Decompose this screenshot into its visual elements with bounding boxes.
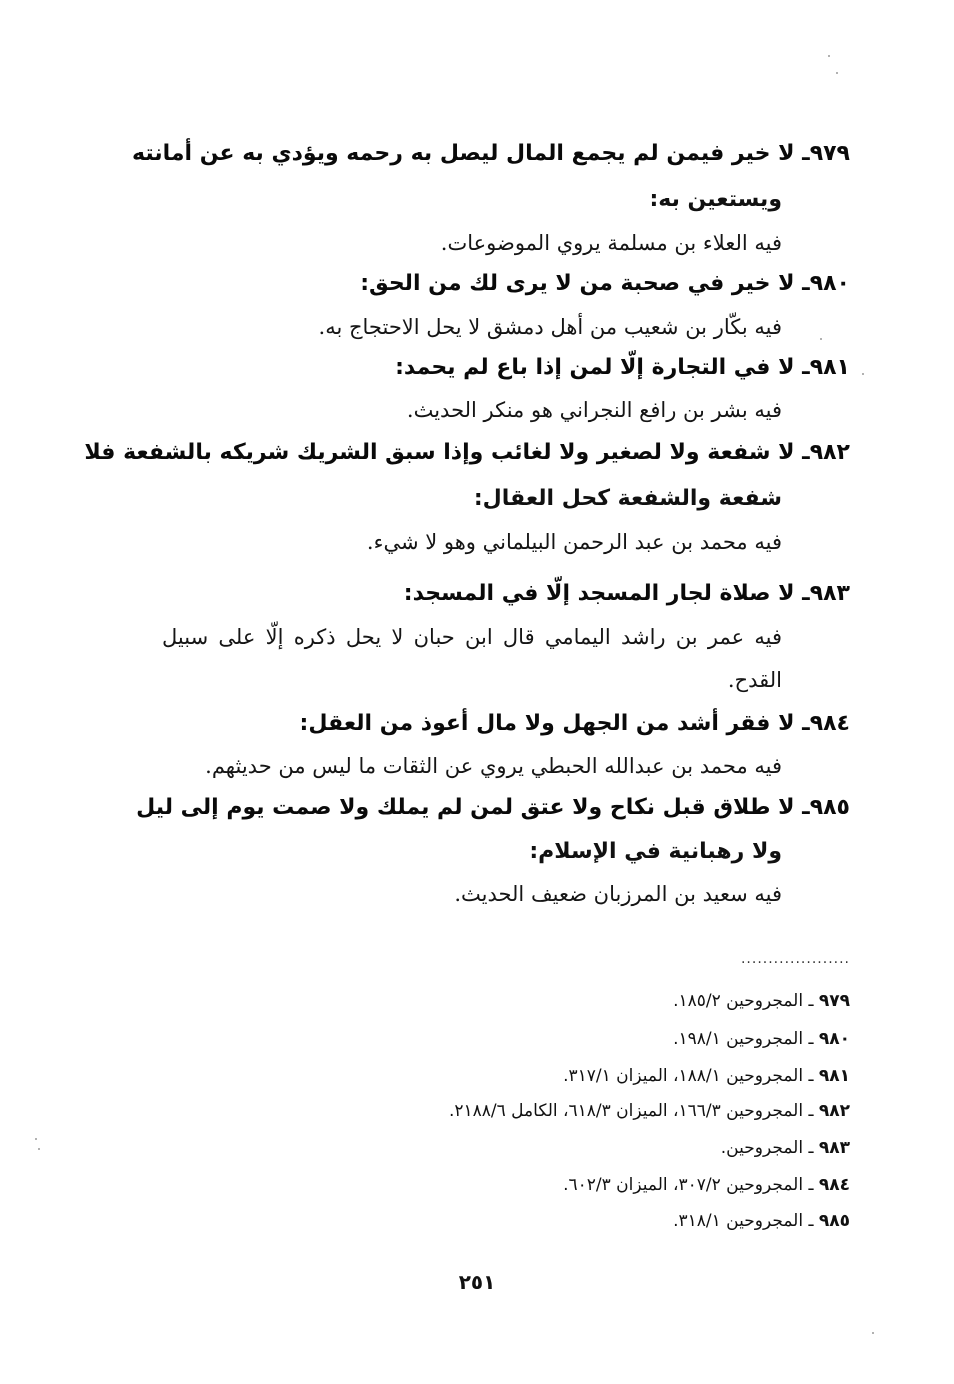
hadith-981-line1 [395, 357, 850, 379]
entry-dash: ـ [802, 355, 810, 380]
hadith-979-line2: ويستعين به: [649, 187, 782, 212]
entry-number: ٩٨١ [809, 355, 850, 380]
entry-number: ٩٨٢ [809, 440, 850, 465]
entry-dash: ـ [802, 711, 810, 736]
reference-982 [449, 1103, 850, 1120]
hadith-982-line1 [84, 440, 850, 465]
reference-text: المجروحين ٣١٨/١. [673, 1211, 804, 1231]
reference-number: ٩٨١ [818, 1066, 850, 1086]
hadith-text: لا شفعة ولا لصغير ولا لغائب وإذا سبق الشريك شريكه بالشفعة فلا [84, 440, 795, 465]
note-980: فيه بكّار بن شعيب من أهل دمشق لا يحل الاحتجاج به. [318, 315, 782, 339]
hadith-text: لا خير في صحبة من لا يرى لك من الحق: [360, 271, 795, 296]
reference-981 [563, 1068, 850, 1085]
reference-dash: ـ [808, 1066, 814, 1086]
reference-text: المجروحين ١٩٨/١. [673, 1029, 804, 1049]
page-number: ٢٥١ [458, 1270, 496, 1294]
hadith-983-line1 [404, 583, 850, 605]
reference-984 [563, 1177, 850, 1194]
scan-speck [872, 1332, 874, 1334]
entry-number: ٩٨٤ [809, 711, 850, 736]
reference-text: المجروحين. [720, 1138, 804, 1158]
hadith-985-line1 [136, 795, 850, 820]
reference-979 [673, 993, 850, 1010]
reference-number: ٩٨٥ [818, 1211, 850, 1231]
scan-speck [38, 1148, 40, 1150]
footnote-separator: .................... [740, 951, 850, 967]
reference-number: ٩٨٠ [818, 1029, 850, 1049]
entry-number: ٩٨٠ [809, 271, 850, 296]
entry-number: ٩٨٥ [809, 795, 850, 820]
reference-980 [673, 1031, 850, 1048]
note-983-line1: فيه عمر بن راشد اليمامي قال ابن حبان لا يحل ذكره إلّا على سبيل [162, 625, 782, 649]
hadith-980-line1 [360, 273, 850, 295]
hadith-text: لا خير فيمن لم يجمع المال ليصل به رحمه ويؤدي به عن أمانته [132, 141, 795, 166]
reference-number: ٩٨٣ [818, 1138, 850, 1158]
hadith-979-line1 [132, 141, 850, 166]
note-981: فيه بشر بن رافع النجراني هو منكر الحديث. [406, 398, 782, 422]
note-985: فيه سعيد بن المرزبان ضعيف الحديث. [454, 882, 782, 906]
reference-dash: ـ [808, 991, 814, 1011]
reference-dash: ـ [808, 1138, 814, 1158]
reference-983 [721, 1140, 850, 1157]
reference-text: المجروحين ١٦٦/٣، الميزان ٦١٨/٣، الكامل ٢١٨٨/٦. [448, 1101, 804, 1121]
hadith-text: لا طلاق قبل نكاح ولا عتق لمن لم يملك ولا صمت يوم إلى ليل [136, 795, 795, 820]
entry-dash: ـ [802, 271, 810, 296]
scan-speck [836, 72, 838, 74]
reference-dash: ـ [808, 1101, 814, 1121]
reference-text: المجروحين ١٨٥/٢. [673, 991, 804, 1011]
reference-number: ٩٨٤ [818, 1175, 850, 1195]
scan-speck [820, 338, 822, 340]
hadith-text: لا فقر أشد من الجهل ولا مال أعوذ من العقل: [299, 711, 795, 736]
entry-dash: ـ [802, 795, 810, 820]
scan-speck [862, 373, 864, 375]
entry-dash: ـ [802, 440, 810, 465]
reference-dash: ـ [808, 1211, 814, 1231]
entry-dash: ـ [802, 141, 810, 166]
reference-text: المجروحين ٣٠٧/٢، الميزان ٦٠٢/٣. [563, 1175, 804, 1195]
hadith-text: لا صلاة لجار المسجد إلّا في المسجد: [403, 581, 795, 606]
scan-speck [828, 55, 830, 57]
note-983-line2: القدح. [727, 668, 782, 692]
note-979: فيه العلاء بن مسلمة يروي الموضوعات. [440, 231, 782, 255]
reference-text: المجروحين ١٨٨/١، الميزان ٣١٧/١. [563, 1066, 804, 1086]
reference-dash: ـ [808, 1029, 814, 1049]
note-982: فيه محمد بن عبد الرحمن البيلماني وهو لا شيء. [366, 530, 782, 554]
note-984: فيه محمد بن عبدالله الحبطي يروي عن الثقات ما ليس من حديثهم. [205, 754, 782, 778]
reference-number: ٩٨٢ [818, 1101, 850, 1121]
entry-number: ٩٨٣ [809, 581, 850, 606]
hadith-text: لا في التجارة إلّا لمن إذا باع لم يحمد: [395, 355, 795, 380]
scan-speck [35, 1138, 37, 1140]
reference-985 [673, 1213, 850, 1230]
hadith-984-line1 [300, 713, 850, 735]
hadith-985-line2: ولا رهبانية في الإسلام: [529, 839, 782, 864]
hadith-982-line2: شفعة والشفعة كحل العقال: [473, 486, 782, 511]
reference-dash: ـ [808, 1175, 814, 1195]
entry-number: ٩٧٩ [809, 141, 850, 166]
entry-dash: ـ [802, 581, 810, 606]
reference-number: ٩٧٩ [818, 991, 850, 1011]
